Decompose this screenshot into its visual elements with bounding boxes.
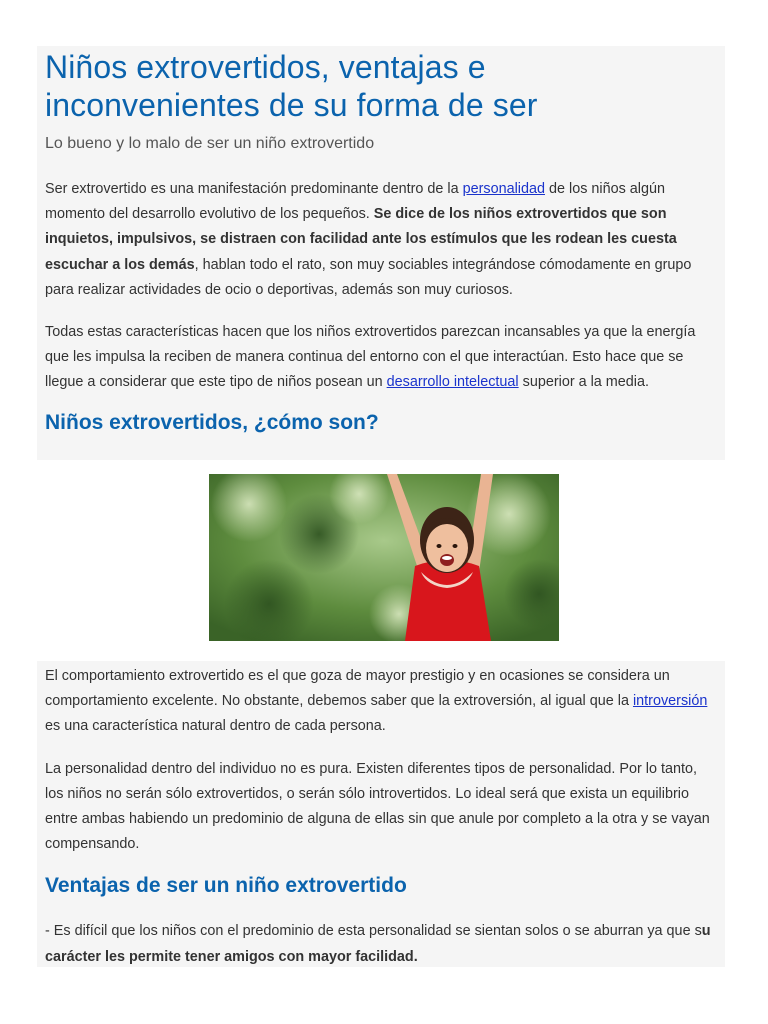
paragraph-5 bbox=[45, 919, 719, 969]
paragraph-1-text-c: , hablan todo el rato, son muy sociables integrándose cómodamente en grupo para realizar actividades de ocio o deportivas, además son muy curiosos. bbox=[45, 256, 692, 298]
link-personalidad[interactable]: personalidad bbox=[462, 181, 545, 197]
paragraph-2 bbox=[45, 320, 719, 396]
paragraph-1 bbox=[45, 177, 719, 303]
section-heading-como-son: Niños extrovertidos, ¿cómo son? bbox=[45, 410, 379, 434]
paragraph-3-text-a: El comportamiento extrovertido es el que goza de mayor prestigio y en ocasiones se considera un comportamiento excelente. No obstante, debemos saber que la extroversión, al igual que la bbox=[45, 668, 670, 710]
paragraph-3-text-b: es una característica natural dentro de cada persona. bbox=[45, 718, 386, 735]
paragraph-1-text-a: Ser extrovertido es una manifestación predominante dentro de la bbox=[45, 181, 463, 197]
section-heading-ventajas: Ventajas de ser un niño extrovertido bbox=[45, 874, 407, 898]
article-panel-bottom bbox=[37, 661, 725, 967]
paragraph-1-text-b: de los niños algún momento del desarrollo evolutivo de los pequeños. bbox=[45, 181, 666, 223]
paragraph-2-text-b: superior a la media. bbox=[518, 374, 650, 391]
link-introversion[interactable]: introversión bbox=[632, 693, 708, 710]
paragraph-4: La personalidad dentro del individuo no es pura. Existen diferentes tipos de personalidad. Por lo tanto, los niños no serán sólo extrovertidos, o serán sólo introvertidos. Lo ideal será que exista un equilibrio entre ambas habiendo un predominio de alguna de ellas sin que anule por completo a la otra y se vayan compensando. bbox=[45, 760, 710, 853]
paragraph-5-bold: u carácter les permite tener amigos con mayor facilidad. bbox=[45, 923, 711, 965]
paragraph-2-text-a: Todas estas características hacen que los niños extrovertidos parezcan incansables ya que la energía que les impulsa la reciben de manera continua del entorno con el que interactúan. Esto hace que se llegue a considerar que este tipo de niños posean un bbox=[45, 324, 696, 391]
title-line-1: Niños extrovertidos, ventajas e bbox=[45, 49, 486, 85]
article-panel-top bbox=[37, 46, 725, 460]
article-subtitle: Lo bueno y lo malo de ser un niño extrovertido bbox=[45, 135, 375, 152]
title-line-2: inconvenientes de su forma de ser bbox=[45, 87, 538, 123]
paragraph-1-bold: Se dice de los niños extrovertidos que son inquietos, impulsivos, se distraen con facilidad ante los estímulos que les rodean les cuesta escuchar a los demás bbox=[45, 206, 677, 273]
link-desarrollo-intelectual[interactable]: desarrollo intelectual bbox=[386, 374, 519, 391]
paragraph-5-text-a: - Es difícil que los niños con el predominio de esta personalidad se sientan solos o se aburran ya que s bbox=[45, 923, 702, 940]
girl-arms-raised-photo bbox=[209, 474, 559, 641]
paragraph-3 bbox=[45, 664, 719, 740]
article-title bbox=[45, 48, 719, 124]
